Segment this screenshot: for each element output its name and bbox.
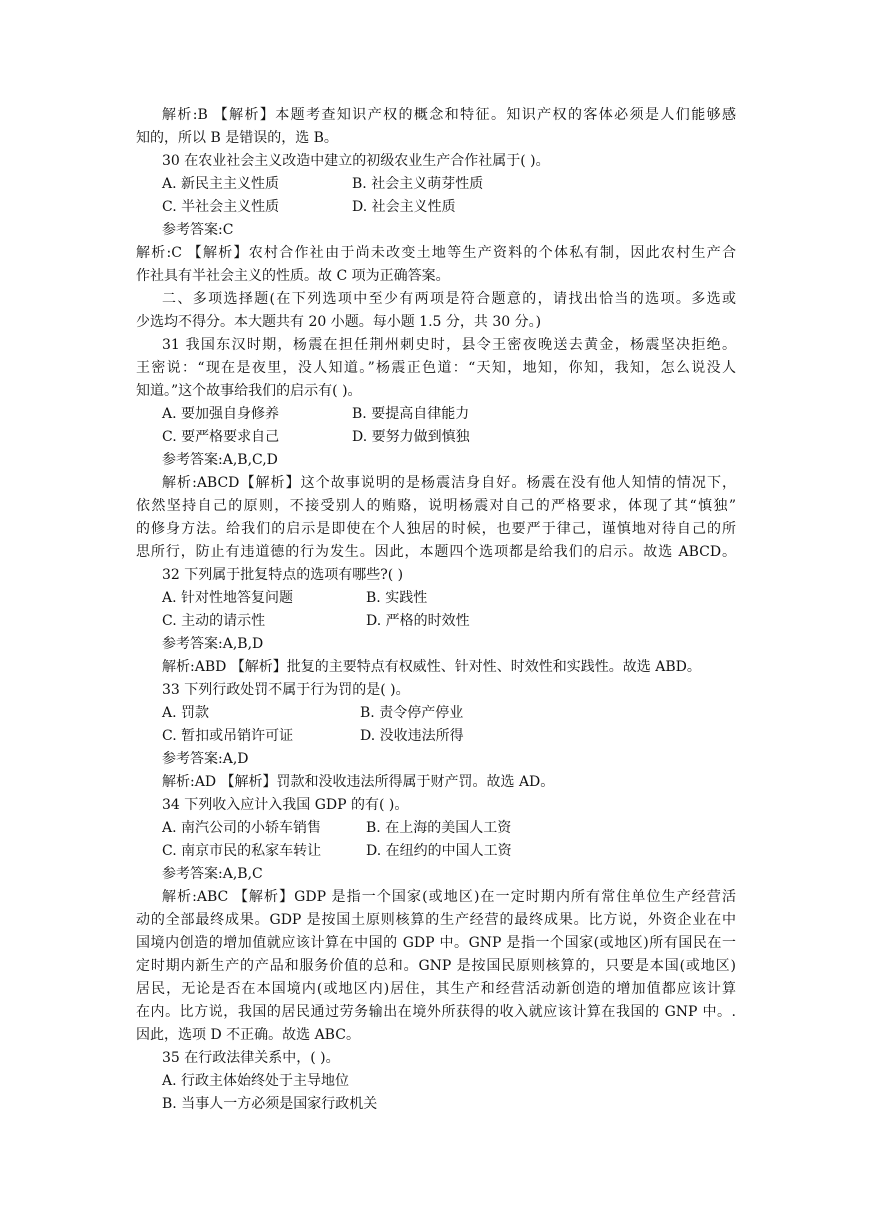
q32-analysis: 解析:ABD 【解析】批复的主要特点有权威性、针对性、时效性和实践性。故选 ABD。: [162, 659, 701, 675]
section-heading-line: 少选均不得分。本大题共有 20 小题。每小题 1.5 分，共 30 分。): [136, 314, 542, 330]
q30-option-b: B. 社会主义萌芽性质: [352, 176, 484, 192]
q35-option-b: B. 当事人一方必须是国家行政机关: [162, 1096, 378, 1112]
q34-analysis-line: 解析:ABC 【解析】GDP 是指一个国家(或地区)在一定时期内所有常住单位生产经营活: [162, 889, 736, 905]
q30-answer: 参考答案:C: [162, 222, 234, 238]
q34-analysis-line: 动的全部最终成果。GDP 是按国土原则核算的生产经营的最终成果。比方说，外资企业在中: [136, 912, 736, 928]
q31-analysis-line: 依然坚持自己的原则，不接受别人的贿赂，说明杨震对自己的严格要求，体现了其“慎独”: [136, 498, 736, 514]
q31-analysis-line: 思所行，防止有违道德的行为发生。因此，本题四个选项都是给我们的启示。故选 ABCD。: [136, 544, 736, 560]
q30-option-c: C. 半社会主义性质: [162, 199, 280, 215]
q31-option-c: C. 要严格要求自己: [162, 429, 280, 445]
q32-answer: 参考答案:A,B,D: [162, 636, 264, 652]
q32-options-row-2: [136, 610, 736, 633]
q31-option-d: D. 要努力做到慎独: [352, 429, 470, 445]
q31-option-b: B. 要提高自律能力: [352, 406, 470, 422]
q32-options-row-1: [136, 587, 736, 610]
q33-option-b: B. 责令停产停业: [360, 705, 464, 721]
q31-options-row-2: [136, 426, 736, 449]
q34-question: 34 下列收入应计入我国 GDP 的有( )。: [162, 797, 409, 813]
q30-option-d: D. 社会主义性质: [352, 199, 456, 215]
q35-question: 35 在行政法律关系中，( )。: [162, 1050, 340, 1066]
q31-analysis-line: 的修身方法。给我们的启示是即使在个人独居的时候，也要严于律己，谨慎地对待自己的所: [136, 521, 736, 537]
q34-option-b: B. 在上海的美国人工资: [366, 820, 512, 836]
q32-question: 32 下列属于批复特点的选项有哪些?( ): [162, 567, 404, 583]
q29-analysis-line: 知的，所以 B 是错误的，选 B。: [136, 130, 338, 146]
q31-question-line: 王密说：“现在是夜里，没人知道。”杨震正色道：“天知，地知，你知，我知，怎么说没人: [136, 360, 736, 376]
q34-options-row-1: [136, 817, 736, 840]
q30-analysis-line: 解析:C 【解析】农村合作社由于尚未改变土地等生产资料的个体私有制，因此农村生产合: [136, 245, 736, 261]
q34-analysis-line: 定时期内新生产的产品和服务价值的总和。GNP 是按国民原则核算的，只要是本国(或地区): [136, 958, 736, 974]
q32-option-a: A. 针对性地答复问题: [162, 590, 294, 606]
q34-option-a: A. 南汽公司的小轿车销售: [162, 820, 322, 836]
q34-option-d: D. 在纽约的中国人工资: [366, 843, 512, 859]
q34-answer: 参考答案:A,B,C: [162, 866, 263, 882]
q34-analysis-line: 居民，无论是否在本国境内(或地区内)居住，其生产和经营活动新创造的增加值都应该计算: [136, 981, 736, 997]
q34-options-row-2: [136, 840, 736, 863]
q31-question-line: 知道。”这个故事给我们的启示有( )。: [136, 383, 362, 399]
q35-option-a: A. 行政主体始终处于主导地位: [162, 1073, 350, 1089]
q33-option-c: C. 暂扣或吊销许可证: [162, 728, 294, 744]
section-heading-line: 二、多项选择题(在下列选项中至少有两项是符合题意的，请找出恰当的选项。多选或: [162, 291, 736, 307]
q30-options-row-1: [136, 173, 736, 196]
document-body: [136, 104, 736, 1116]
q32-option-d: D. 严格的时效性: [366, 613, 470, 629]
q33-answer: 参考答案:A,D: [162, 751, 249, 767]
q33-option-a: A. 罚款: [162, 705, 210, 721]
q31-analysis-line: 解析:ABCD【解析】这个故事说明的是杨震洁身自好。杨震在没有他人知情的情况下，: [162, 475, 736, 491]
q34-analysis-line: 因此，选项 D 不正确。故选 ABC。: [136, 1027, 360, 1043]
q31-option-a: A. 要加强自身修养: [162, 406, 280, 422]
q33-options-row-1: [136, 702, 736, 725]
q30-option-a: A. 新民主主义性质: [162, 176, 280, 192]
q31-question-line: 31 我国东汉时期，杨震在担任荆州刺史时，县令王密夜晚送去黄金，杨震坚决拒绝。: [162, 337, 736, 353]
q33-question: 33 下列行政处罚不属于行为罚的是( )。: [162, 682, 410, 698]
q34-analysis-line: 在内。比方说，我国的居民通过劳务输出在境外所获得的收入就应该计算在我国的 GNP 中。.: [136, 1004, 736, 1020]
q31-answer: 参考答案:A,B,C,D: [162, 452, 278, 468]
q34-option-c: C. 南京市民的私家车转让: [162, 843, 322, 859]
q33-analysis: 解析:AD 【解析】罚款和没收违法所得属于财产罚。故选 AD。: [162, 774, 555, 790]
q30-analysis-line: 作社具有半社会主义的性质。故 C 项为正确答案。: [136, 268, 450, 284]
q29-analysis-line: 解析:B 【解析】本题考查知识产权的概念和特征。知识产权的客体必须是人们能够感: [162, 107, 736, 123]
q33-options-row-2: [136, 725, 736, 748]
q33-option-d: D. 没收违法所得: [360, 728, 464, 744]
q30-question: 30 在农业社会主义改造中建立的初级农业生产合作社属于( )。: [162, 153, 550, 169]
q31-options-row-1: [136, 403, 736, 426]
q30-options-row-2: [136, 196, 736, 219]
q32-option-c: C. 主动的请示性: [162, 613, 266, 629]
q34-analysis-line: 国境内创造的增加值就应该计算在中国的 GDP 中。GNP 是指一个国家(或地区)所有国民在一: [136, 935, 736, 951]
q32-option-b: B. 实践性: [366, 590, 428, 606]
